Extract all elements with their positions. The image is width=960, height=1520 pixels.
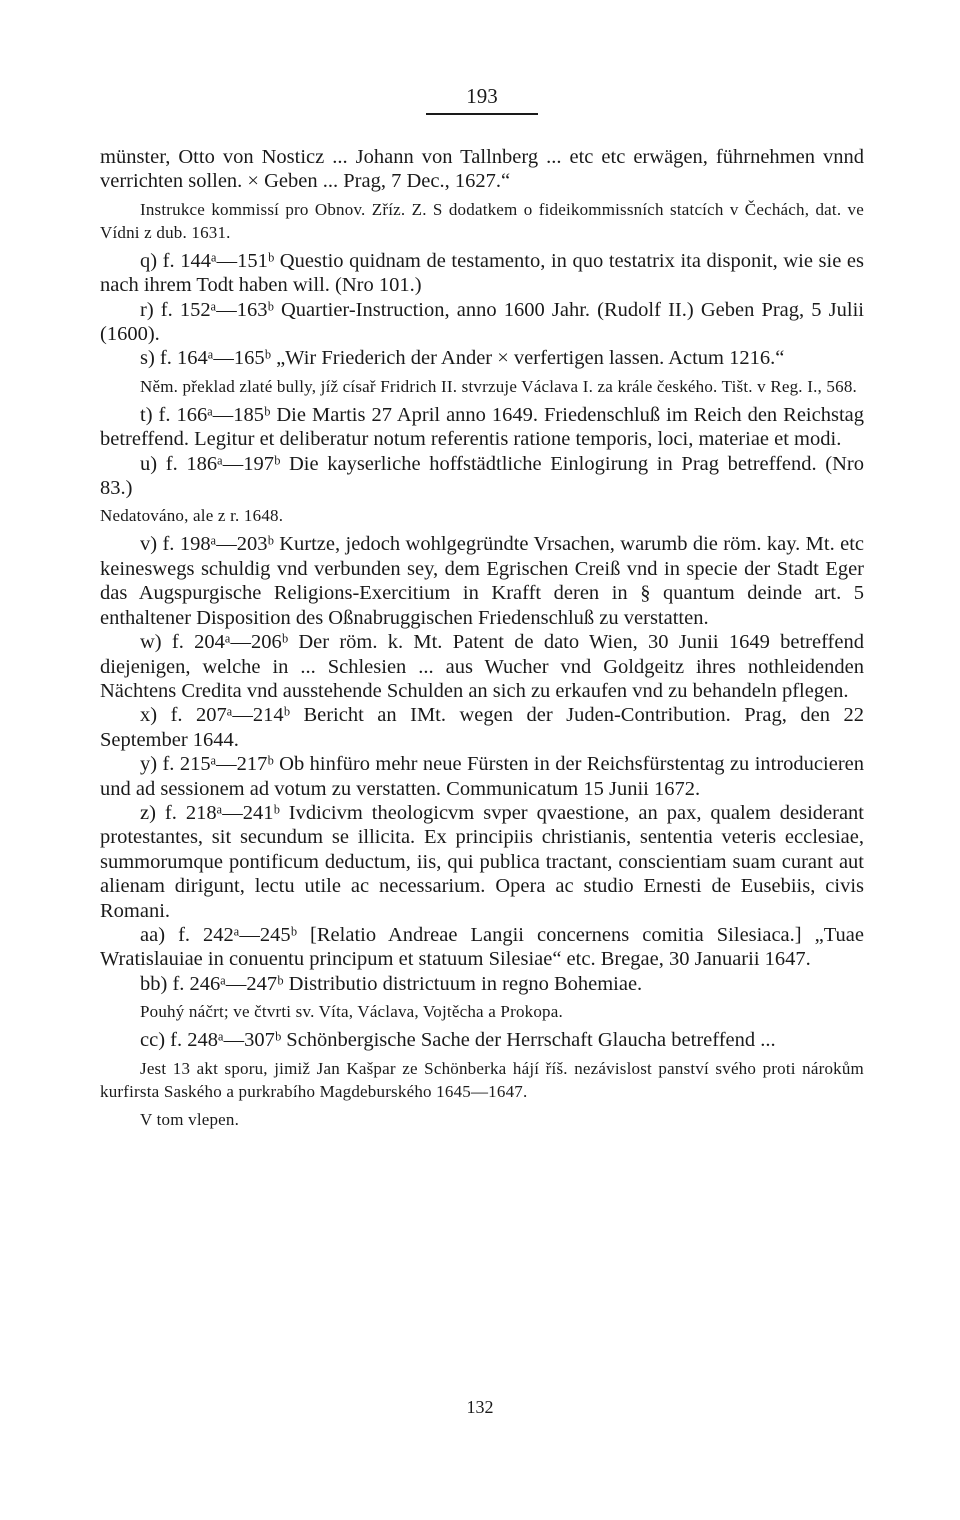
catalog-entry: v) f. 198ᵃ—203ᵇ Kurtze, jedoch wohlgegründte Vrsachen, warumb die röm. kay. Mt. etc keineswegs schuldig vnd verbunden sey, dem Egrischen Creiß vnd in specie der Stadt Eger das Augspurgische Religions-Exercitium in Krafft deren in § quantum deinde art. 5 enthaltener Disposition des Oßnabruggischen Friedenschluß zu verstatten. (100, 533, 864, 629)
editorial-note: Pouhý náčrt; ve čtvrti sv. Víta, Václava, Vojtěcha a Prokopa. (140, 1002, 563, 1022)
catalog-entry: u) f. 186ᵃ—197ᵇ Die kayserliche hoffstädtliche Einlogirung in Prag betreffend. (Nro 83.) (100, 452, 864, 500)
catalog-entry: bb) f. 246ᵃ—247ᵇ Distributio districtuum in regno Bohemiae. (140, 972, 643, 995)
catalog-entry: münster, Otto von Nosticz ... Johann von Tallnberg ... etc etc erwägen, führnehmen vnnd verrichten sollen. × Geben ... Prag, 7 Dec., 1627.“ (100, 146, 864, 193)
catalog-entry: t) f. 166ᵃ—185ᵇ Die Martis 27 April anno 1649. Friedenschluß im Reich den Reichstag betreffend. Legitur et deliberatur notum referentis ratione temporis, loci, materiae et modi. (100, 403, 864, 451)
catalog-entry: y) f. 215ᵃ—217ᵇ Ob hinfüro mehr neue Fürsten in der Reichsfürstentag zu introducieren und ad sessionem ad votum zu verstatten. Communicatum 15 Junii 1672. (100, 753, 864, 800)
catalog-entry: x) f. 207ᵃ—214ᵇ Bericht an IMt. wegen der Juden-Contribution. Prag, den 22 September 1644. (100, 704, 864, 751)
editorial-note: Nedatováno, ale z r. 1648. (100, 506, 284, 526)
catalog-entry: w) f. 204ᵃ—206ᵇ Der röm. k. Mt. Patent de dato Wien, 30 Junii 1649 betreffend diejenigen, welche in ... Schlesien ... aus Wucher vnd Goldgeitz ihres nothleidenden Nächtens Credita vnd ausstehende Schulden an sich zu erkaufen vnd zu behandeln pflegen. (100, 631, 864, 702)
page-number: 193 (466, 84, 498, 108)
body-text (100, 145, 864, 1136)
catalog-entry: s) f. 164ᵃ—165ᵇ „Wir Friederich der Ander × verfertigen lassen. Actum 1216.“ (140, 347, 785, 370)
catalog-entry: q) f. 144ᵃ—151ᵇ Questio quidnam de testamento, in quo testatrix ita disponit, wie sie es nach ihrem Todt haben will. (Nro 101.) (100, 249, 864, 297)
editorial-note: Instrukce kommissí pro Obnov. Zříz. Z. S dodatkem o fideikommissních statcích v Čechách, dat. ve Vídni z dub. 1631. (100, 199, 864, 242)
catalog-entry: z) f. 218ᵃ—241ᵇ Ivdicivm theologicvm svper qvaestione, an pax, qualem desiderant protestantes, sit secundum se illicita. Ex principiis christianis, sententia veteris ecclesiae, summorumque pontificum deductum, iis, qui publica tractant, conscientiam suam curant aut alienam dirigunt, lectu utile ac necessarium. Opera ac studio Ernesti de Eusebiis, civis Romani. (100, 801, 864, 922)
catalog-entry: aa) f. 242ᵃ—245ᵇ [Relatio Andreae Langii concernens comitia Silesiaca.] „Tuae Wratislauiae in conuentu principum et statuum Silesiae“ etc. Bregae, 30 Januarii 1647. (100, 923, 864, 971)
editorial-note: Něm. překlad zlaté bully, jíž císař Fridrich II. stvrzuje Václava I. za krále českého. Tišt. v Reg. I., 568. (140, 376, 857, 396)
editorial-note: Jest 13 akt sporu, jimiž Jan Kašpar ze Schönberka hájí říš. nezávislost panství svého proti nárokům kurfirsta Saského a purkrabího Magdeburského 1645—1647. (100, 1058, 864, 1101)
editorial-note: V tom vlepen. (140, 1109, 240, 1129)
catalog-entry: cc) f. 248ᵃ—307ᵇ Schönbergische Sache der Herrschaft Glaucha betreffend ... (140, 1029, 776, 1052)
catalog-entry: r) f. 152ᵃ—163ᵇ Quartier-Instruction, anno 1600 Jahr. (Rudolf II.) Geben Prag, 5 Julii (1600). (100, 298, 864, 346)
footer-page-number: 132 (466, 1397, 494, 1417)
page-number-rule (426, 113, 538, 115)
